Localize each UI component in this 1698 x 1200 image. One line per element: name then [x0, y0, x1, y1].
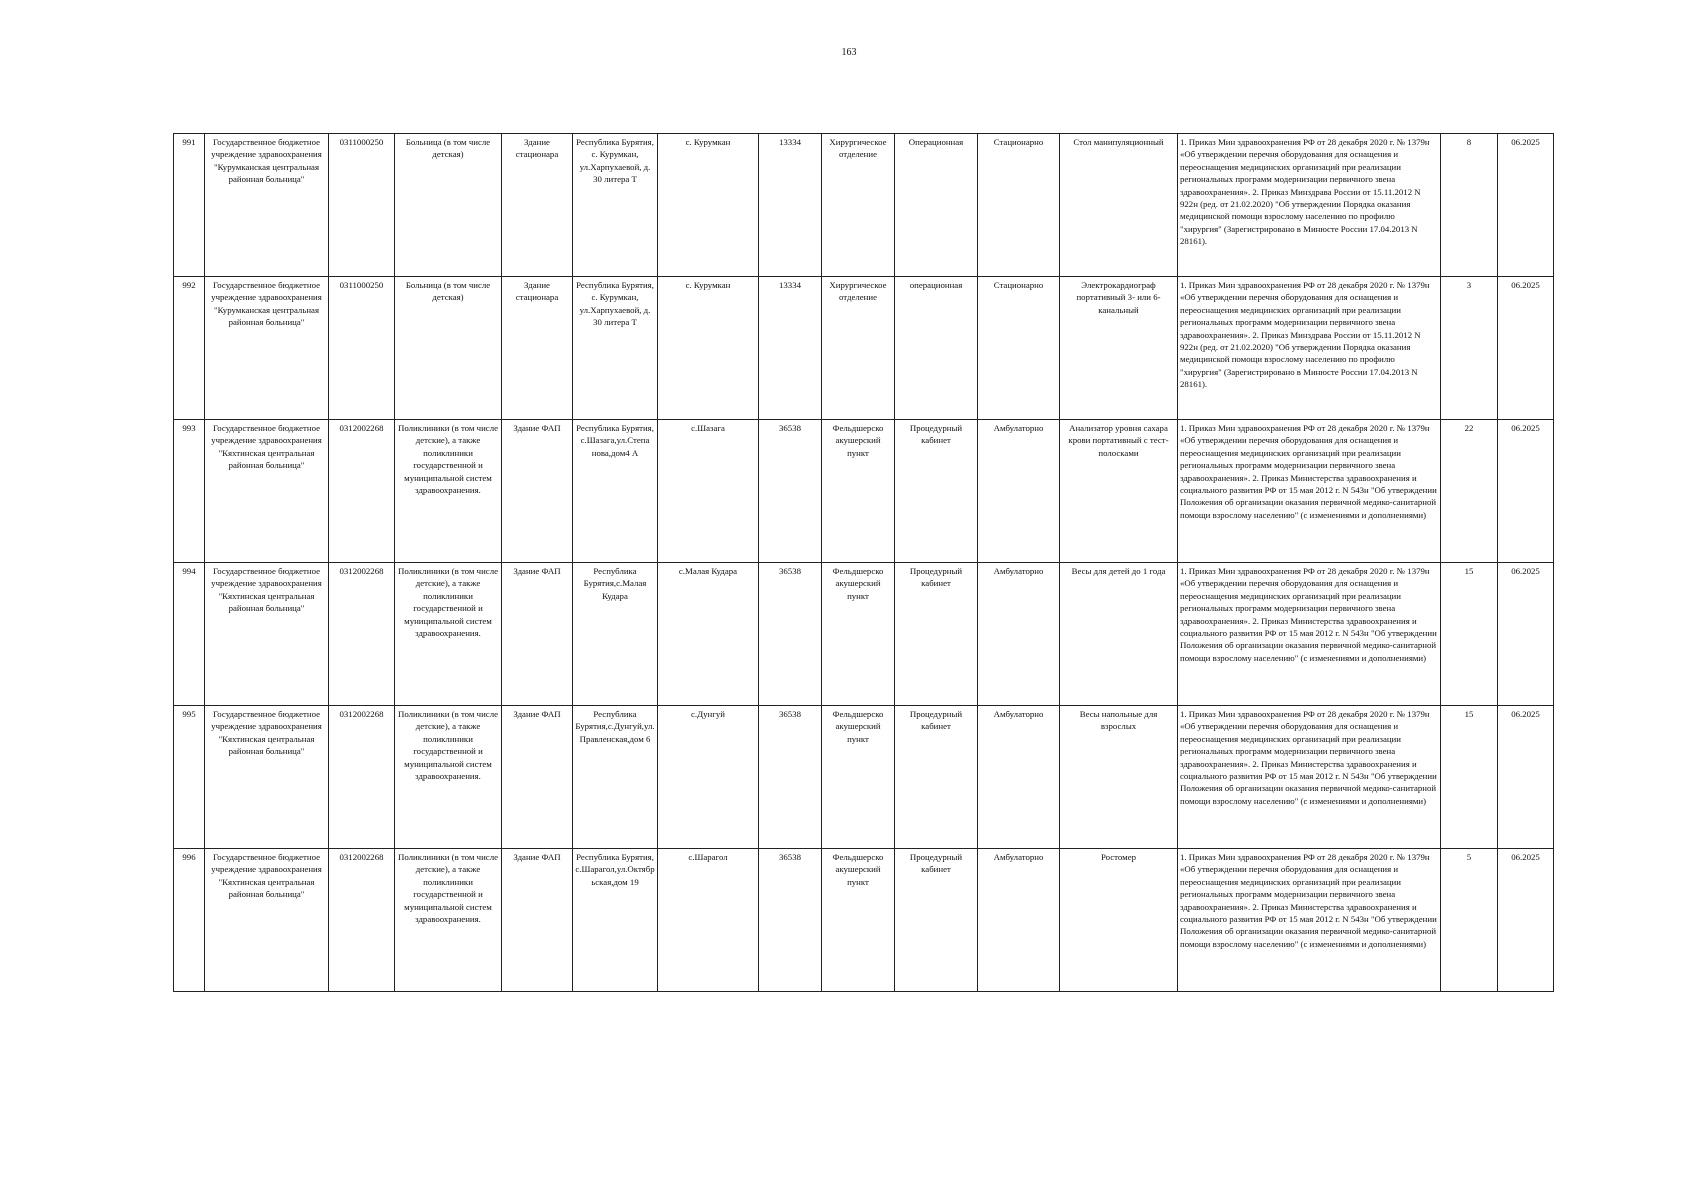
cell-institution: Государственное бюджетное учреждение здравоохранения "Кяхтинская центральная районная больница"	[205, 563, 329, 706]
cell-care-form: Амбулаторно	[978, 420, 1060, 563]
cell-building: Здание ФАП	[502, 420, 573, 563]
cell-room: Процедурный кабинет	[895, 563, 978, 706]
cell-building: Здание ФАП	[502, 849, 573, 992]
cell-room: Процедурный кабинет	[895, 706, 978, 849]
cell-oktmo: 36538	[759, 849, 822, 992]
cell-equipment: Электрокардиограф портативный 3- или 6- канальный	[1060, 277, 1178, 420]
cell-num: 994	[174, 563, 205, 706]
cell-facility-type: Поликлиники (в том числе детские), а также поликлиники государственной и муниципальной систем здравоохранения.	[395, 563, 502, 706]
cell-oktmo: 36538	[759, 420, 822, 563]
cell-department: Хирургическое отделение	[822, 134, 895, 277]
cell-basis: 1. Приказ Мин здравоохранения РФ от 28 декабря 2020 г. № 1379н «Об утверждении перечня оборудования для оснащения и переоснащения медицинских организаций при реализации региональных программ модернизации первичного звена здравоохранения». 2. Приказ Министерства здравоохранения и социального развития РФ от 15 мая 2012 г. N 543н "Об утверждении Положения об организации оказания первичной медико-санитарной помощи взрослому населению" (с изменениями и дополнениями)	[1178, 563, 1441, 706]
cell-code: 0312002268	[329, 563, 395, 706]
cell-num: 991	[174, 134, 205, 277]
cell-department: Фельдшерско акушерский пункт	[822, 420, 895, 563]
cell-date: 06.2025	[1498, 849, 1554, 992]
cell-department: Хирургическое отделение	[822, 277, 895, 420]
cell-date: 06.2025	[1498, 420, 1554, 563]
cell-quantity: 22	[1441, 420, 1498, 563]
cell-oktmo: 13334	[759, 134, 822, 277]
cell-institution: Государственное бюджетное учреждение здравоохранения "Кяхтинская центральная районная больница"	[205, 849, 329, 992]
cell-institution: Государственное бюджетное учреждение здравоохранения "Кяхтинская центральная районная больница"	[205, 706, 329, 849]
page-number: 163	[841, 47, 857, 58]
cell-num: 993	[174, 420, 205, 563]
cell-institution: Государственное бюджетное учреждение здравоохранения "Курумканская центральная районная больница"	[205, 277, 329, 420]
cell-code: 0311000250	[329, 134, 395, 277]
cell-room: операционная	[895, 277, 978, 420]
cell-num: 992	[174, 277, 205, 420]
cell-facility-type: Поликлиники (в том числе детские), а также поликлиники государственной и муниципальной систем здравоохранения.	[395, 849, 502, 992]
cell-care-form: Амбулаторно	[978, 706, 1060, 849]
cell-room: Процедурный кабинет	[895, 849, 978, 992]
cell-basis: 1. Приказ Мин здравоохранения РФ от 28 декабря 2020 г. № 1379н «Об утверждении перечня оборудования для оснащения и переоснащения медицинских организаций при реализации региональных программ модернизации первичного звена здравоохранения». 2. Приказ Министерства здравоохранения и социального развития РФ от 15 мая 2012 г. N 543н "Об утверждении Положения об организации оказания первичной медико-санитарной помощи взрослому населению" (с изменениями и дополнениями)	[1178, 706, 1441, 849]
cell-building: Здание стационара	[502, 277, 573, 420]
cell-department: Фельдшерско акушерский пункт	[822, 563, 895, 706]
cell-basis: 1. Приказ Мин здравоохранения РФ от 28 декабря 2020 г. № 1379н «Об утверждении перечня оборудования для оснащения и переоснащения медицинских организаций при реализации региональных программ модернизации первичного звена здравоохранения». 2. Приказ Министерства здравоохранения и социального развития РФ от 15 мая 2012 г. N 543н "Об утверждении Положения об организации оказания первичной медико-санитарной помощи взрослому населению" (с изменениями и дополнениями)	[1178, 849, 1441, 992]
cell-care-form: Стационарно	[978, 277, 1060, 420]
cell-quantity: 8	[1441, 134, 1498, 277]
cell-locality: с. Курумкан	[658, 134, 759, 277]
table-row	[174, 134, 1554, 277]
cell-department: Фельдшерско акушерский пункт	[822, 849, 895, 992]
cell-institution: Государственное бюджетное учреждение здравоохранения "Курумканская центральная районная больница"	[205, 134, 329, 277]
cell-department: Фельдшерско акушерский пункт	[822, 706, 895, 849]
cell-quantity: 15	[1441, 706, 1498, 849]
cell-code: 0312002268	[329, 849, 395, 992]
cell-locality: с. Курумкан	[658, 277, 759, 420]
cell-basis: 1. Приказ Мин здравоохранения РФ от 28 декабря 2020 г. № 1379н «Об утверждении перечня оборудования для оснащения и переоснащения медицинских организаций при реализации региональных программ модернизации первичного звена здравоохранения». 2. Приказ Минздрава России от 15.11.2012 N 922н (ред. от 21.02.2020) "Об утверждении Порядка оказания медицинской помощи взрослому населению по профилю "хирургия" (Зарегистрировано в Минюсте России 17.04.2013 N 28161).	[1178, 134, 1441, 277]
cell-oktmo: 36538	[759, 563, 822, 706]
table-row	[174, 563, 1554, 706]
cell-care-form: Стационарно	[978, 134, 1060, 277]
cell-code: 0311000250	[329, 277, 395, 420]
table-row	[174, 420, 1554, 563]
cell-oktmo: 36538	[759, 706, 822, 849]
cell-equipment: Стол манипуляционный	[1060, 134, 1178, 277]
table-row	[174, 277, 1554, 420]
cell-address: Республика Бурятия,с.Дунгуй,ул.Правленская,дом 6	[573, 706, 658, 849]
cell-equipment: Весы для детей до 1 года	[1060, 563, 1178, 706]
cell-num: 995	[174, 706, 205, 849]
cell-locality: с.Дунгуй	[658, 706, 759, 849]
cell-building: Здание стационара	[502, 134, 573, 277]
cell-address: Республика Бурятия, с.Шарагол,ул.Октябрьская,дом 19	[573, 849, 658, 992]
cell-code: 0312002268	[329, 706, 395, 849]
cell-address: Республика Бурятия, с.Шазага,ул.Степа нова,дом4 А	[573, 420, 658, 563]
cell-quantity: 3	[1441, 277, 1498, 420]
cell-equipment: Анализатор уровня сахара крови портативный с тест-полосками	[1060, 420, 1178, 563]
cell-address: Республика Бурятия, с. Курумкан, ул.Харпухаевой, д. 30 литера Т	[573, 134, 658, 277]
cell-oktmo: 13334	[759, 277, 822, 420]
table-row	[174, 706, 1554, 849]
cell-date: 06.2025	[1498, 134, 1554, 277]
cell-care-form: Амбулаторно	[978, 563, 1060, 706]
cell-room: Процедурный кабинет	[895, 420, 978, 563]
cell-basis: 1. Приказ Мин здравоохранения РФ от 28 декабря 2020 г. № 1379н «Об утверждении перечня оборудования для оснащения и переоснащения медицинских организаций при реализации региональных программ модернизации первичного звена здравоохранения». 2. Приказ Минздрава России от 15.11.2012 N 922н (ред. от 21.02.2020) "Об утверждении Порядка оказания медицинской помощи взрослому населению по профилю "хирургия" (Зарегистрировано в Минюсте России 17.04.2013 N 28161).	[1178, 277, 1441, 420]
equipment-registry-table	[173, 133, 1554, 992]
cell-num: 996	[174, 849, 205, 992]
cell-building: Здание ФАП	[502, 563, 573, 706]
cell-facility-type: Больница (в том числе детская)	[395, 277, 502, 420]
cell-locality: с.Малая Кудара	[658, 563, 759, 706]
cell-equipment: Весы напольные для взрослых	[1060, 706, 1178, 849]
table-row	[174, 849, 1554, 992]
cell-quantity: 15	[1441, 563, 1498, 706]
cell-facility-type: Поликлиники (в том числе детские), а также поликлиники государственной и муниципальной систем здравоохранения.	[395, 706, 502, 849]
cell-care-form: Амбулаторно	[978, 849, 1060, 992]
cell-locality: с.Шарагол	[658, 849, 759, 992]
cell-basis: 1. Приказ Мин здравоохранения РФ от 28 декабря 2020 г. № 1379н «Об утверждении перечня оборудования для оснащения и переоснащения медицинских организаций при реализации региональных программ модернизации первичного звена здравоохранения». 2. Приказ Министерства здравоохранения и социального развития РФ от 15 мая 2012 г. N 543н "Об утверждении Положения об организации оказания первичной медико-санитарной помощи взрослому населению" (с изменениями и дополнениями)	[1178, 420, 1441, 563]
cell-facility-type: Поликлиники (в том числе детские), а также поликлиники государственной и муниципальной систем здравоохранения.	[395, 420, 502, 563]
cell-room: Операционная	[895, 134, 978, 277]
cell-facility-type: Больница (в том числе детская)	[395, 134, 502, 277]
cell-date: 06.2025	[1498, 706, 1554, 849]
cell-institution: Государственное бюджетное учреждение здравоохранения "Кяхтинская центральная районная больница"	[205, 420, 329, 563]
cell-address: Республика Бурятия, с. Курумкан, ул.Харпухаевой, д. 30 литера Т	[573, 277, 658, 420]
cell-address: Республика Бурятия,с.Малая Кудара	[573, 563, 658, 706]
cell-date: 06.2025	[1498, 563, 1554, 706]
cell-quantity: 5	[1441, 849, 1498, 992]
cell-locality: с.Шазага	[658, 420, 759, 563]
cell-building: Здание ФАП	[502, 706, 573, 849]
cell-code: 0312002268	[329, 420, 395, 563]
cell-date: 06.2025	[1498, 277, 1554, 420]
cell-equipment: Ростомер	[1060, 849, 1178, 992]
